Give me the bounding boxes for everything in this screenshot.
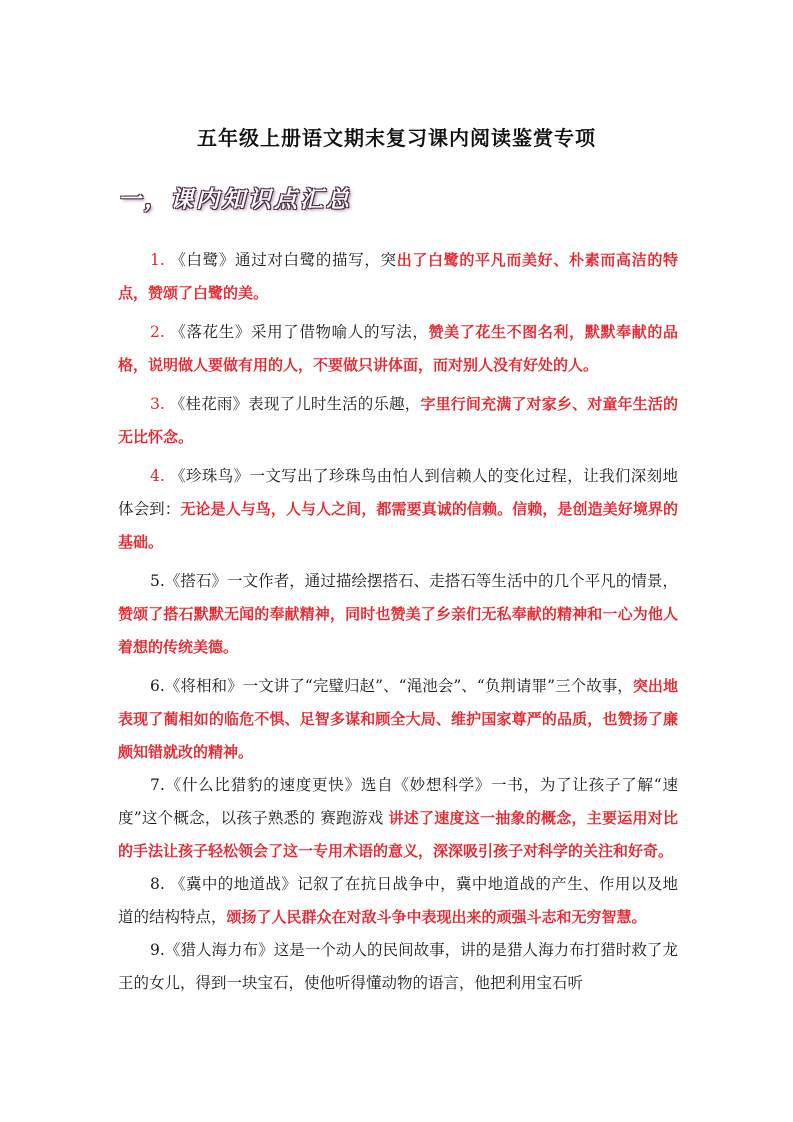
item-number: 4. (150, 467, 165, 485)
list-item (118, 769, 678, 868)
item-text: 《珍珠鸟》一文写出了珍珠鸟由怕人到信赖人的变化过程，让我们深刻地体会到： (118, 467, 678, 518)
page-title: 五年级上册语文期末复习课内阅读鉴赏专项 (197, 126, 596, 150)
knowledge-list (118, 244, 678, 1000)
item-text: 《落花生》采用了借物喻人的写法， (164, 323, 429, 341)
item-highlight: 无论是人与鸟，人与人之间，都需要真诚的信赖。信赖，是创造美好境界的基础。 (118, 500, 678, 551)
item-highlight: 出了白鹭的平凡而美好、朴素而高洁的特点，赞颂了白鹭的美。 (118, 251, 678, 302)
item-text: 《桂花雨》表现了儿时生活的乐趣， (164, 395, 421, 413)
item-number: 7. (150, 776, 165, 794)
item-text: 《冀中的地道战》记叙了在抗日战争中，冀中地道战的产生、作用以及地道的结构特点， (118, 875, 678, 926)
item-number: 1. (150, 251, 165, 269)
item-text: 《将相和》一文讲了“完璧归赵”、“渑池会”、“负荆请罪”三个故事， (164, 677, 633, 695)
item-highlight: 赞颂了搭石默默无闻的奉献精神，同时也赞美了乡亲们无私奉献的精神和一心为他人着想的传统美德。 (118, 605, 678, 656)
list-item (118, 565, 678, 664)
list-item (118, 868, 678, 934)
section-heading: 一，课内知识点汇总 (118, 187, 352, 213)
item-highlight: 字里行间充满了对家乡、对童年生活的无比怀念。 (118, 395, 678, 446)
item-number: 2. (150, 323, 165, 341)
list-item (118, 388, 678, 454)
item-highlight: 讲述了速度这一抽象的概念，主要运用对比的手法让孩子轻松领会了这一专用术语的意义，深深吸引孩子对科学的关注和好奇。 (118, 809, 678, 860)
item-number: 9. (150, 941, 165, 959)
list-item (118, 244, 678, 310)
item-text: 《搭石》一文作者，通过描绘摆搭石、走搭石等生活中的几个平凡的情景， (164, 572, 678, 590)
item-number: 5. (150, 572, 165, 590)
item-text: 《什么比猎豹的速度更快》选自《妙想科学》一书，为了让孩子了解“速度”这个概念，以孩子熟悉的 赛跑游戏 (118, 776, 678, 827)
list-item (118, 670, 678, 769)
item-number: 8. (150, 875, 165, 893)
list-item (118, 460, 678, 559)
item-highlight: 颂扬了人民群众在对敌斗争中表现出来的顽强斗志和无穷智慧。 (226, 908, 647, 926)
item-text: 《猎人海力布》这是一个动人的民间故事，讲的是猎人海力布打猎时救了龙王的女儿，得到一块宝石，使他听得懂动物的语言，他把利用宝石听 (118, 941, 678, 992)
list-item (118, 316, 678, 382)
list-item (118, 934, 678, 1000)
item-number: 6. (150, 677, 165, 695)
item-highlight: 突出地表现了蔺相如的临危不惧、足智多谋和顾全大局、维护国家尊严的品质，也赞扬了廉颇知错就改的精神。 (118, 677, 678, 761)
item-highlight: 赞美了花生不图名利，默默奉献的品格，说明做人要做有用的人，不要做只讲体面，而对别人没有好处的人。 (118, 323, 678, 374)
item-text: 《白鹭》通过对白鹭的描写，突 (164, 251, 397, 269)
item-number: 3. (150, 395, 165, 413)
